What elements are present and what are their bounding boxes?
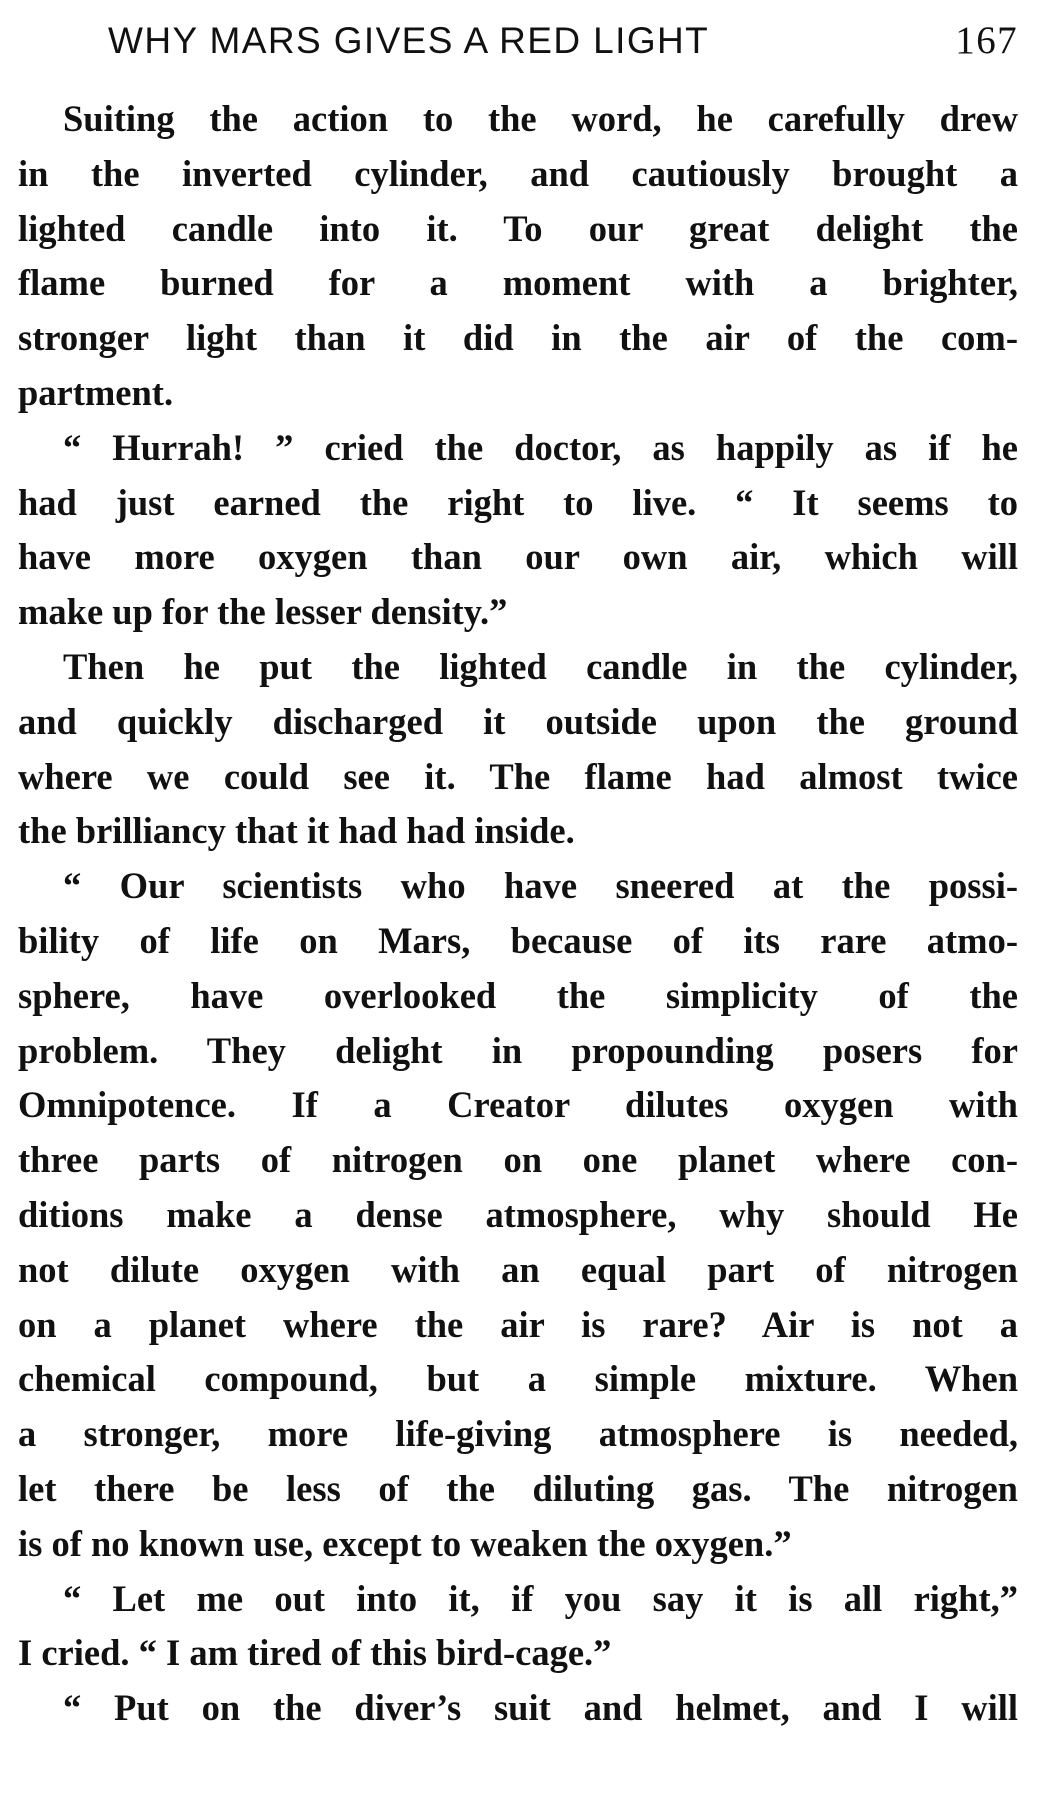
text-line: stronger light than it did in the air of the com- — [18, 317, 1018, 359]
paragraph — [18, 421, 1018, 640]
text-line: make up for the lesser density.” — [18, 591, 508, 633]
text-line: ditions make a dense atmosphere, why should He — [18, 1193, 1018, 1235]
text-line: in the inverted cylinder, and cautiously brought a — [18, 152, 1018, 194]
text-line: partment. — [18, 371, 174, 413]
text-line: “ Let me out into it, if you say it is all right,” — [63, 1577, 1018, 1619]
text-line: on a planet where the air is rare? Air is not a — [18, 1303, 1018, 1345]
paragraph — [18, 1572, 1018, 1682]
text-line: and quickly discharged it outside upon the ground — [18, 700, 1018, 742]
text-line: Then he put the lighted candle in the cylinder, — [63, 645, 1018, 687]
paragraph — [18, 92, 1018, 421]
text-line: not dilute oxygen with an equal part of nitrogen — [18, 1248, 1018, 1290]
text-line: problem. They delight in propounding posers for — [18, 1029, 1018, 1071]
paragraph — [18, 859, 1018, 1571]
running-head — [18, 10, 1018, 72]
body-text — [18, 92, 1018, 1736]
text-line: three parts of nitrogen on one planet where con- — [18, 1139, 1018, 1181]
text-line: I cried. “ I am tired of this bird-cage.” — [18, 1632, 612, 1674]
text-line: “ Hurrah! ” cried the doctor, as happily as if he — [63, 426, 1018, 468]
text-line: bility of life on Mars, because of its rare atmo- — [18, 919, 1018, 961]
text-line: where we could see it. The flame had almost twice — [18, 755, 1018, 797]
text-line: chemical compound, but a simple mixture. When — [18, 1358, 1018, 1400]
text-line: is of no known use, except to weaken the oxygen.” — [18, 1522, 792, 1564]
text-line: Omnipotence. If a Creator dilutes oxygen with — [18, 1084, 1018, 1126]
text-line: “ Put on the diver’s suit and helmet, and I will — [63, 1687, 1018, 1729]
text-line: lighted candle into it. To our great delight the — [18, 207, 1018, 249]
text-line: “ Our scientists who have sneered at the possi- — [63, 865, 1018, 907]
paragraph — [18, 1681, 1018, 1736]
text-line: have more oxygen than our own air, which will — [18, 536, 1018, 578]
text-line: had just earned the right to live. “ It seems to — [18, 481, 1018, 523]
text-line: sphere, have overlooked the simplicity of the — [18, 974, 1018, 1016]
book-page — [18, 10, 1018, 1800]
text-line: a stronger, more life-giving atmosphere is needed, — [18, 1413, 1018, 1455]
page-number: 167 — [955, 19, 1018, 62]
text-line: Suiting the action to the word, he carefully drew — [63, 98, 1018, 139]
text-line: let there be less of the diluting gas. The nitrogen — [18, 1467, 1018, 1509]
paragraph — [18, 640, 1018, 859]
text-line: flame burned for a moment with a brighter, — [18, 262, 1018, 304]
text-line: the brilliancy that it had had inside. — [18, 810, 575, 852]
running-title: WHY MARS GIVES A RED LIGHT — [108, 20, 710, 61]
